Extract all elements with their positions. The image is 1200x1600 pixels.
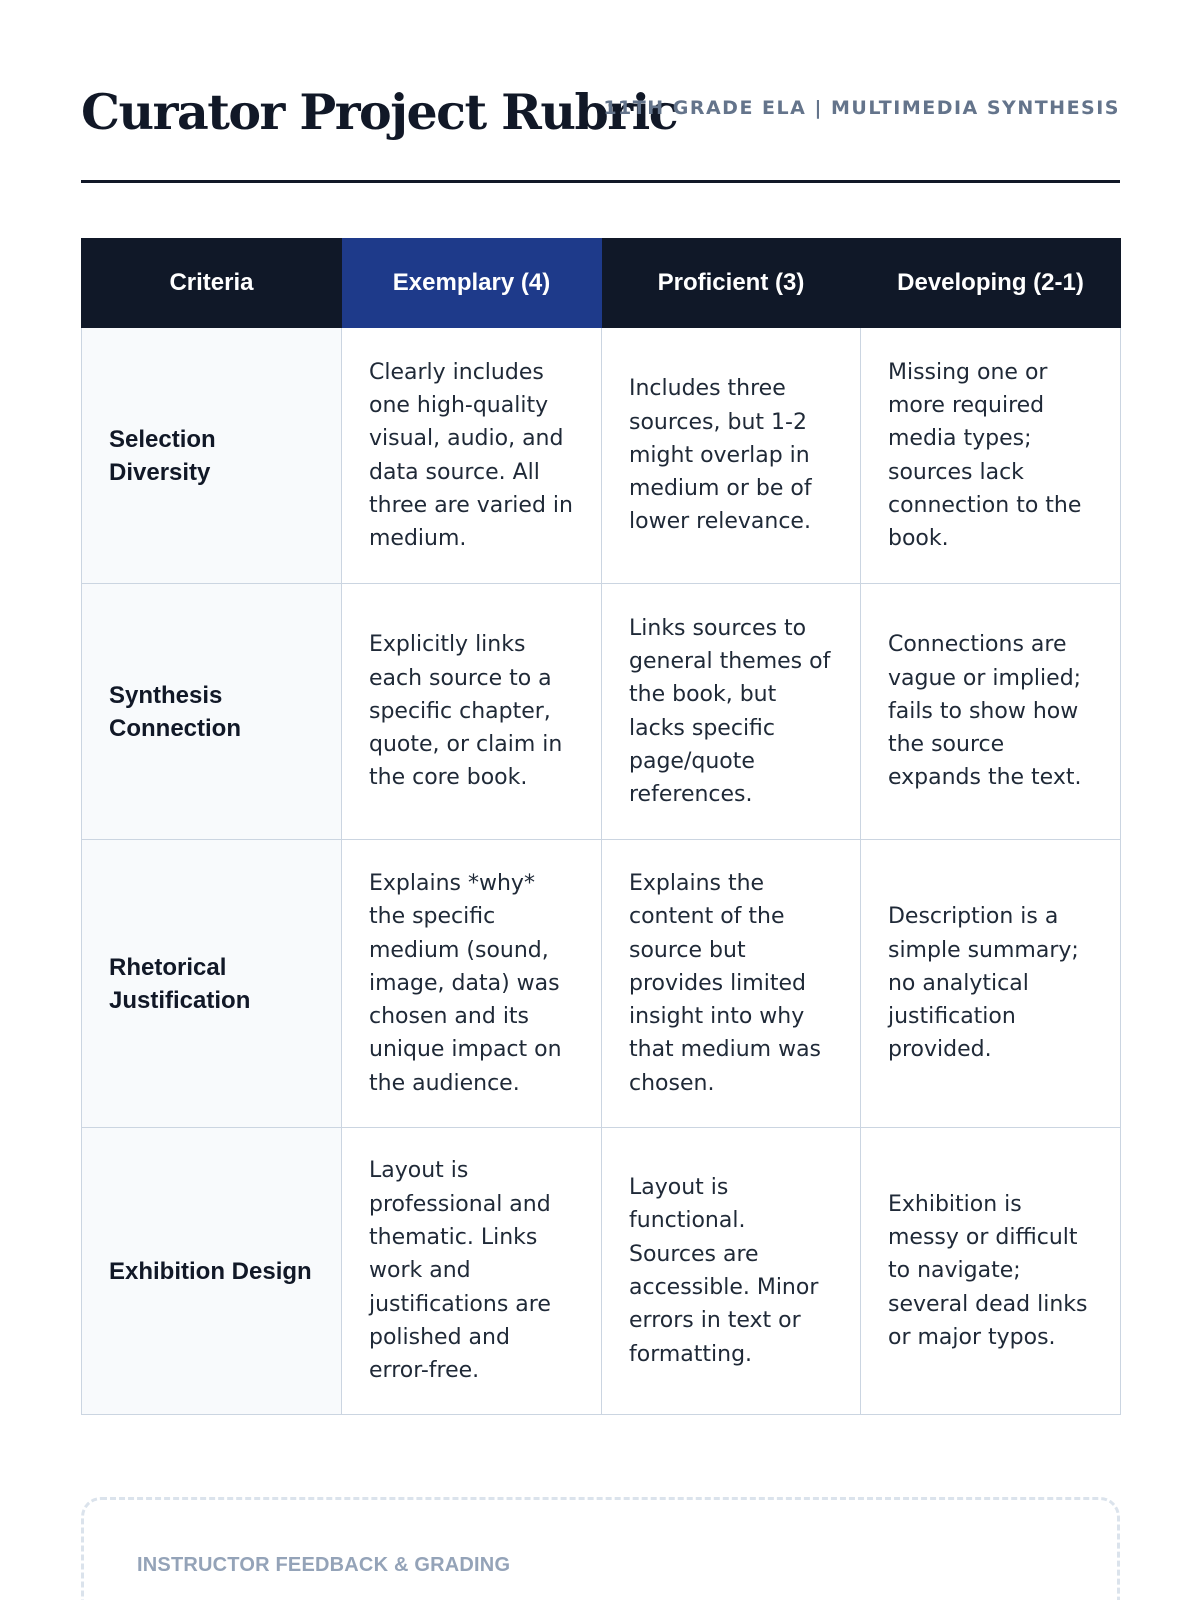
- column-header-proficient: Proficient (3): [602, 239, 861, 328]
- table-row: [82, 328, 1121, 584]
- criteria-cell: Selection Diversity: [82, 328, 342, 584]
- exemplary-cell: Explicitly links each source to a specific chapter, quote, or claim in the core book.: [342, 584, 602, 840]
- table-row: [82, 1128, 1121, 1415]
- exemplary-cell: Layout is professional and thematic. Links work and justifications are polished and error-free.: [342, 1128, 602, 1415]
- exemplary-cell: Clearly includes one high-quality visual, audio, and data source. All three are varied in medium.: [342, 328, 602, 584]
- page-subtitle: 11TH GRADE ELA | MULTIMEDIA SYNTHESIS: [603, 97, 1120, 119]
- developing-cell: Description is a simple summary; no analytical justification provided.: [860, 840, 1120, 1128]
- developing-cell: Exhibition is messy or difficult to navigate; several dead links or major typos.: [860, 1128, 1120, 1415]
- criteria-cell: Synthesis Connection: [82, 584, 342, 840]
- page-title: Curator Project Rubric: [81, 83, 678, 141]
- instructor-feedback-box[interactable]: [81, 1497, 1120, 1600]
- proficient-cell: Explains the content of the source but provides limited insight into why that medium was chosen.: [602, 840, 861, 1128]
- column-header-criteria: Criteria: [82, 239, 342, 328]
- table-row: [82, 584, 1121, 840]
- rubric-table: [81, 238, 1121, 1415]
- column-header-exemplary: Exemplary (4): [342, 239, 602, 328]
- proficient-cell: Layout is functional. Sources are accessible. Minor errors in text or formatting.: [602, 1128, 861, 1415]
- criteria-cell: Rhetorical Justification: [82, 840, 342, 1128]
- criteria-cell: Exhibition Design: [82, 1128, 342, 1415]
- developing-cell: Missing one or more required media types; sources lack connection to the book.: [860, 328, 1120, 584]
- table-header-row: [82, 239, 1121, 328]
- table-row: [82, 840, 1121, 1128]
- exemplary-cell: Explains *why* the specific medium (sound, image, data) was chosen and its unique impact on the audience.: [342, 840, 602, 1128]
- rubric-page: [81, 0, 1120, 1576]
- proficient-cell: Includes three sources, but 1-2 might overlap in medium or be of lower relevance.: [602, 328, 861, 584]
- developing-cell: Connections are vague or implied; fails to show how the source expands the text.: [860, 584, 1120, 840]
- page-header: [81, 0, 1120, 183]
- proficient-cell: Links sources to general themes of the book, but lacks specific page/quote references.: [602, 584, 861, 840]
- column-header-developing: Developing (2-1): [860, 239, 1120, 328]
- feedback-label: INSTRUCTOR FEEDBACK & GRADING: [137, 1554, 511, 1576]
